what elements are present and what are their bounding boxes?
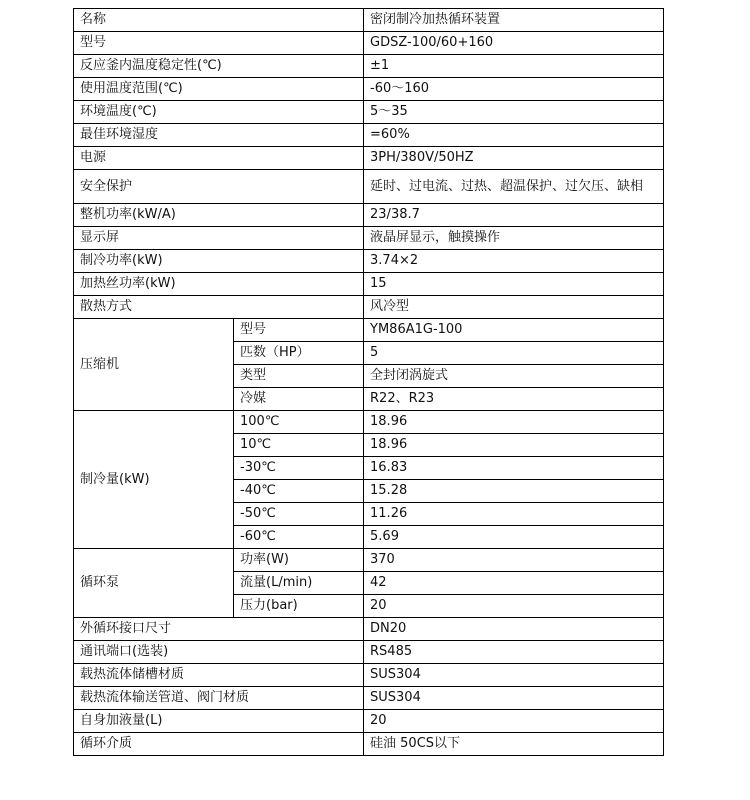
sub-label: -30℃ xyxy=(234,457,364,480)
table-row xyxy=(74,250,664,273)
table-row xyxy=(74,170,664,204)
row-value: 硅油 50CS以下 xyxy=(364,733,664,756)
sub-label: 100℃ xyxy=(234,411,364,434)
row-value: 11.26 xyxy=(364,503,664,526)
row-value: 全封闭涡旋式 xyxy=(364,365,664,388)
sub-label: 流量(L/min) xyxy=(234,572,364,595)
row-value: 3.74×2 xyxy=(364,250,664,273)
row-value: DN20 xyxy=(364,618,664,641)
row-label: 载热流体储槽材质 xyxy=(74,664,364,687)
spec-table xyxy=(73,8,664,756)
row-label: 显示屏 xyxy=(74,227,364,250)
row-value: 3PH/380V/50HZ xyxy=(364,147,664,170)
sub-label: 10℃ xyxy=(234,434,364,457)
row-value: ±1 xyxy=(364,55,664,78)
table-row xyxy=(74,411,664,434)
row-label: 名称 xyxy=(74,9,364,32)
sub-label: -60℃ xyxy=(234,526,364,549)
table-row xyxy=(74,618,664,641)
sub-label: 压力(bar) xyxy=(234,595,364,618)
row-value: 密闭制冷加热循环装置 xyxy=(364,9,664,32)
table-row xyxy=(74,147,664,170)
group-label-pump: 循环泵 xyxy=(74,549,234,618)
table-row xyxy=(74,78,664,101)
row-value: R22、R23 xyxy=(364,388,664,411)
row-value: RS485 xyxy=(364,641,664,664)
table-row xyxy=(74,319,664,342)
sub-label: 型号 xyxy=(234,319,364,342)
table-row xyxy=(74,710,664,733)
row-value: YM86A1G-100 xyxy=(364,319,664,342)
sub-label: 匹数（HP） xyxy=(234,342,364,365)
row-value: 15.28 xyxy=(364,480,664,503)
table-row xyxy=(74,9,664,32)
table-row xyxy=(74,664,664,687)
row-label: 反应釜内温度稳定性(℃) xyxy=(74,55,364,78)
table-row xyxy=(74,204,664,227)
row-value: 5～35 xyxy=(364,101,664,124)
row-label: 整机功率(kW/A) xyxy=(74,204,364,227)
row-label: 电源 xyxy=(74,147,364,170)
row-value: 370 xyxy=(364,549,664,572)
row-value: 5 xyxy=(364,342,664,365)
row-label: 循环介质 xyxy=(74,733,364,756)
row-value: 延时、过电流、过热、超温保护、过欠压、缺相 xyxy=(364,170,664,204)
row-value: 18.96 xyxy=(364,411,664,434)
row-value: 15 xyxy=(364,273,664,296)
row-label: 制冷功率(kW) xyxy=(74,250,364,273)
row-value: 16.83 xyxy=(364,457,664,480)
table-row xyxy=(74,101,664,124)
row-label: 加热丝功率(kW) xyxy=(74,273,364,296)
row-value: 液晶屏显示，触摸操作 xyxy=(364,227,664,250)
sub-label: -40℃ xyxy=(234,480,364,503)
table-row xyxy=(74,124,664,147)
group-label-cooling: 制冷量(kW) xyxy=(74,411,234,549)
table-row xyxy=(74,296,664,319)
table-row xyxy=(74,687,664,710)
row-value: 23/38.7 xyxy=(364,204,664,227)
row-value: 18.96 xyxy=(364,434,664,457)
sub-label: 类型 xyxy=(234,365,364,388)
table-row xyxy=(74,549,664,572)
group-label-compressor: 压缩机 xyxy=(74,319,234,411)
row-value: 20 xyxy=(364,710,664,733)
row-value: SUS304 xyxy=(364,664,664,687)
row-value: =60% xyxy=(364,124,664,147)
row-label: 载热流体输送管道、阀门材质 xyxy=(74,687,364,710)
row-label: 使用温度范围(℃) xyxy=(74,78,364,101)
table-row xyxy=(74,641,664,664)
table-row xyxy=(74,32,664,55)
table-row xyxy=(74,273,664,296)
row-label: 通讯端口(选装) xyxy=(74,641,364,664)
row-value: -60～160 xyxy=(364,78,664,101)
row-label: 型号 xyxy=(74,32,364,55)
row-value: 风冷型 xyxy=(364,296,664,319)
row-label: 安全保护 xyxy=(74,170,364,204)
table-row xyxy=(74,733,664,756)
sub-label: 冷媒 xyxy=(234,388,364,411)
row-value: SUS304 xyxy=(364,687,664,710)
row-label: 外循环接口尺寸 xyxy=(74,618,364,641)
row-value: 20 xyxy=(364,595,664,618)
sub-label: -50℃ xyxy=(234,503,364,526)
row-value: 5.69 xyxy=(364,526,664,549)
table-row xyxy=(74,55,664,78)
row-value: GDSZ-100/60+160 xyxy=(364,32,664,55)
row-label: 最佳环境湿度 xyxy=(74,124,364,147)
row-label: 散热方式 xyxy=(74,296,364,319)
sub-label: 功率(W) xyxy=(234,549,364,572)
row-label: 自身加液量(L) xyxy=(74,710,364,733)
row-label: 环境温度(℃) xyxy=(74,101,364,124)
table-row xyxy=(74,227,664,250)
row-value: 42 xyxy=(364,572,664,595)
